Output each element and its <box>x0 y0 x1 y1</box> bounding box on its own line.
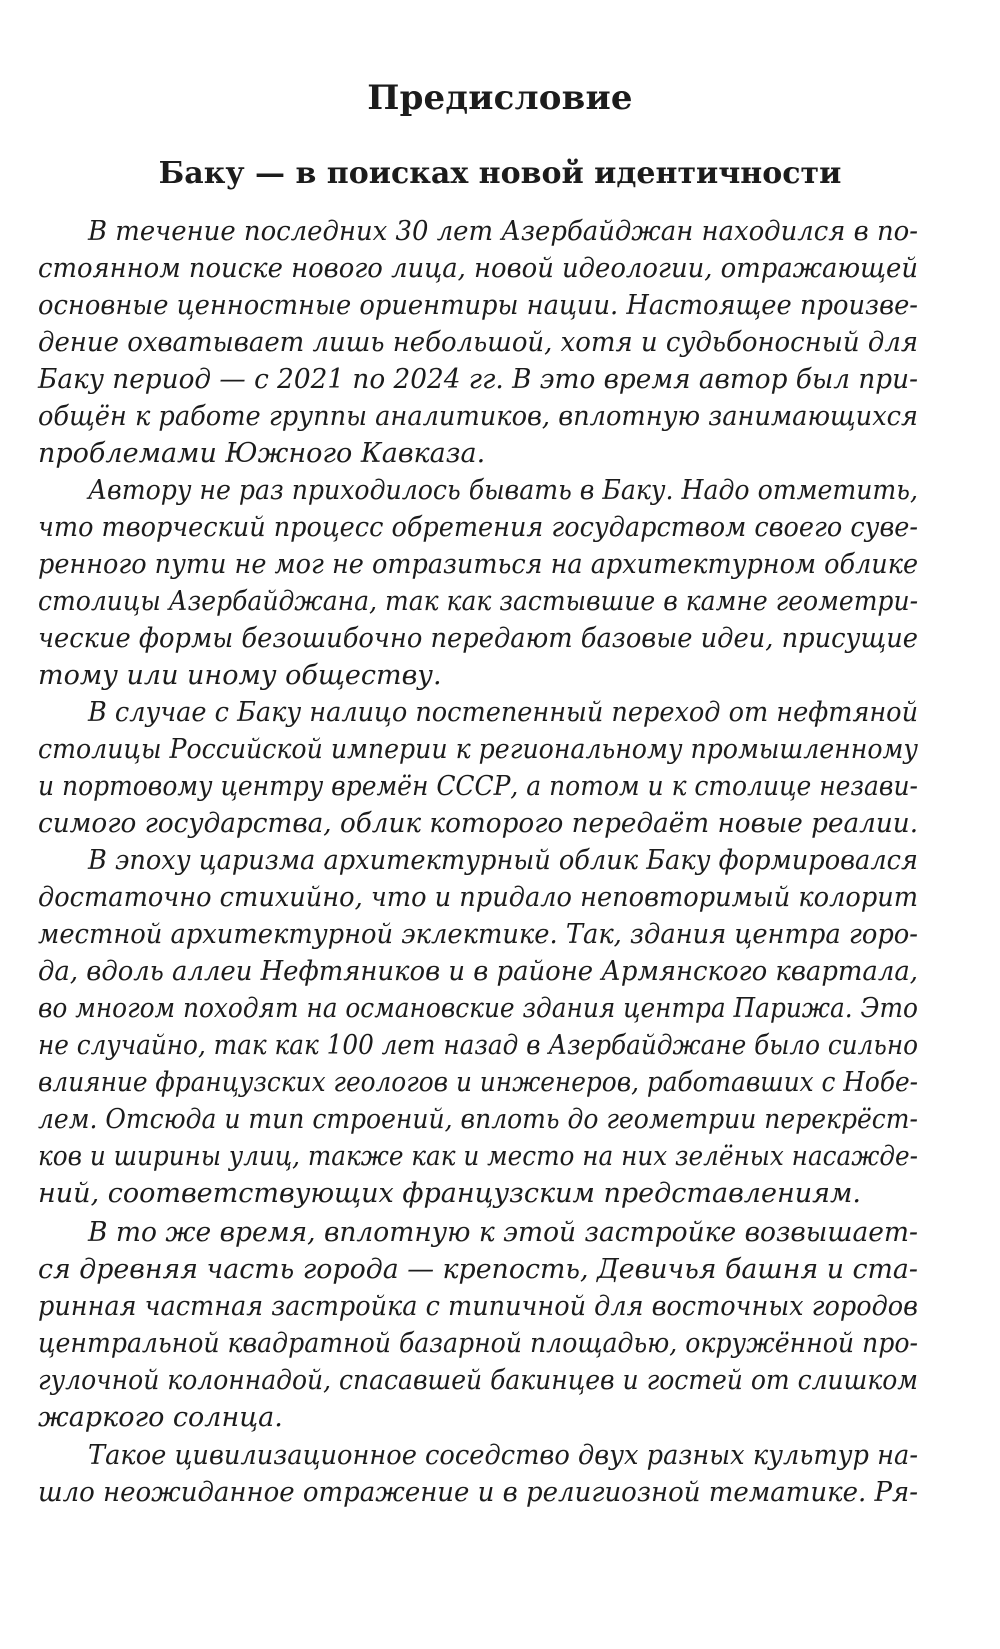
text-line: влияние французских геологов и инженеров, работавших с Нобе- <box>38 1067 918 1098</box>
text-line: ний, соответствующих французским представлениям. <box>38 1178 861 1209</box>
text-line: Такое цивилизационное соседство двух разных культур на- <box>88 1440 919 1471</box>
text-line: столицы Азербайджана, так как застывшие в камне геометри- <box>38 586 919 617</box>
text-line: во многом походят на османовские здания центра Парижа. Это <box>38 993 918 1024</box>
text-line: жаркого солнца. <box>38 1402 283 1433</box>
text-line: Баку период — с 2021 по 2024 гг. В это время автор был при- <box>38 364 918 395</box>
text-line: В то же время, вплотную к этой застройке возвышает- <box>88 1217 919 1248</box>
text-line: В случае с Баку налицо постепенный переход от нефтяной <box>88 697 919 728</box>
text-line: стоянном поиске нового лица, новой идеологии, отражающей <box>38 253 918 284</box>
text-line: ков и ширины улиц, также как и место на них зелёных насажде- <box>38 1141 918 1172</box>
text-line: не случайно, так как 100 лет назад в Азербайджане было сильно <box>38 1030 918 1061</box>
text-line: В эпоху царизма архитектурный облик Баку формировался <box>88 845 918 876</box>
text-line: ренного пути не мог не отразиться на архитектурном облике <box>38 549 919 580</box>
text-line: ринная частная застройка с типичной для восточных городов <box>38 1291 919 1322</box>
text-line: центральной квадратной базарной площадью, окружённой про- <box>38 1328 918 1359</box>
text-line: гулочной колоннадой, спасавшей бакинцев и гостей от слишком <box>38 1365 919 1396</box>
text-line: Автору не раз приходилось бывать в Баку. Надо отметить, <box>88 475 918 506</box>
text-line: и портовому центру времён СССР, а потом и к столице незави- <box>38 771 918 802</box>
text-line: тому или иному обществу. <box>38 660 442 691</box>
text-line: достаточно стихийно, что и придало неповторимый колорит <box>38 882 919 913</box>
text-line: ся древняя часть города — крепость, Девичья башня и ста- <box>38 1254 918 1285</box>
text-line: лем. Отсюда и тип строений, вплоть до геометрии перекрёст- <box>38 1104 918 1135</box>
text-line: да, вдоль аллеи Нефтяников и в районе Армянского квартала, <box>38 956 918 987</box>
text-line: В течение последних 30 лет Азербайджан находился в по- <box>88 216 919 247</box>
text-line: общён к работе группы аналитиков, вплотную занимающихся <box>38 401 918 432</box>
text-line: симого государства, облик которого передаёт новые реалии. <box>38 808 919 839</box>
text-line: столицы Российской империи к региональному промышленному <box>38 734 919 765</box>
text-line: что творческий процесс обретения государством своего суве- <box>38 512 919 543</box>
chapter-title: Предисловие <box>367 78 633 118</box>
text-line: проблемами Южного Кавказа. <box>38 438 486 469</box>
text-line: основные ценностные ориентиры нации. Настоящее произве- <box>38 290 919 321</box>
section-title: Баку — в поисках новой идентичности <box>158 156 842 191</box>
text-line: ческие формы безошибочно передают базовые идеи, присущие <box>38 623 918 654</box>
text-line: местной архитектурной эклектике. Так, здания центра горо- <box>38 919 918 950</box>
text-line: шло неожиданное отражение и в религиозной тематике. Ря- <box>38 1477 919 1508</box>
text-line: дение охватывает лишь небольшой, хотя и судьбоносный для <box>38 327 919 358</box>
